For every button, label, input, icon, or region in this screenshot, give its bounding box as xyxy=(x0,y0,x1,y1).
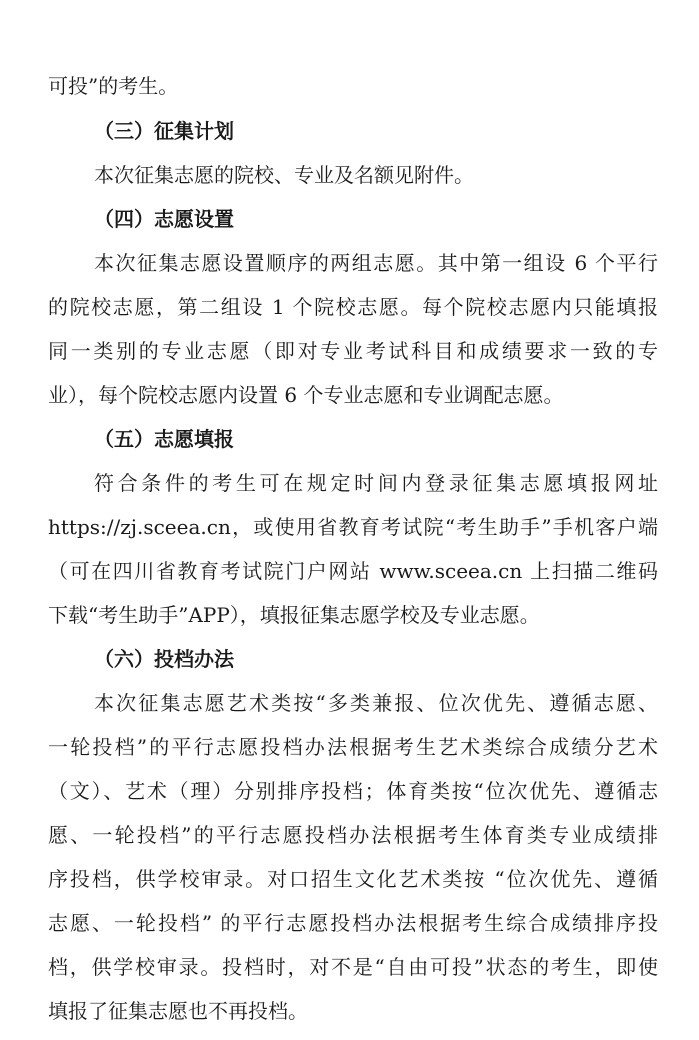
text-line: 的院校志愿，第二组设 1 个院校志愿。每个院校志愿内只能填报 xyxy=(48,295,658,319)
text-line: 序投档，供学校审录。对口招生文化艺术类按 “位次优先、遵循 xyxy=(48,867,658,891)
text-line: 填报了征集志愿也不再投档。 xyxy=(48,999,308,1023)
text-line: https://zj.sceea.cn，或使用省教育考试院“考生助手”手机客户端 xyxy=(48,515,658,539)
section-heading-method: （六）投档办法 xyxy=(94,647,234,671)
text-line: 可投”的考生。 xyxy=(48,74,179,98)
section-heading-plan: （三）征集计划 xyxy=(94,119,234,143)
text-line: 志愿、一轮投档” 的平行志愿投档办法根据考生综合成绩排序投 xyxy=(48,911,658,935)
text-line: 业），每个院校志愿内设置 6 个专业志愿和专业调配志愿。 xyxy=(48,383,564,407)
text-line: 符合条件的考生可在规定时间内登录征集志愿填报网址 xyxy=(94,471,658,495)
section-heading-fill: （五）志愿填报 xyxy=(94,427,234,451)
text-line: （文）、艺术（理）分别排序投档；体育类按“位次优先、遵循志 xyxy=(48,779,658,803)
text-line: 同一类别的专业志愿（即对专业考试科目和成绩要求一致的专 xyxy=(48,339,658,363)
text-line: 本次征集志愿设置顺序的两组志愿。其中第一组设 6 个平行 xyxy=(94,251,658,275)
text-line: 本次征集志愿的院校、专业及名额见附件。 xyxy=(94,163,474,187)
text-line: 下载“考生助手”APP），填报征集志愿学校及专业志愿。 xyxy=(48,603,540,627)
text-line: 档，供学校审录。投档时，对不是“自由可投”状态的考生，即使 xyxy=(48,955,658,979)
text-line: 本次征集志愿艺术类按“多类兼报、位次优先、遵循志愿、 xyxy=(94,691,658,715)
section-heading-settings: （四）志愿设置 xyxy=(94,207,234,231)
text-line: （可在四川省教育考试院门户网站 www.sceea.cn 上扫描二维码 xyxy=(48,559,658,583)
text-line: 愿、一轮投档”的平行志愿投档办法根据考生体育类专业成绩排 xyxy=(48,823,658,847)
text-line: 一轮投档”的平行志愿投档办法根据考生艺术类综合成绩分艺术 xyxy=(48,735,658,759)
